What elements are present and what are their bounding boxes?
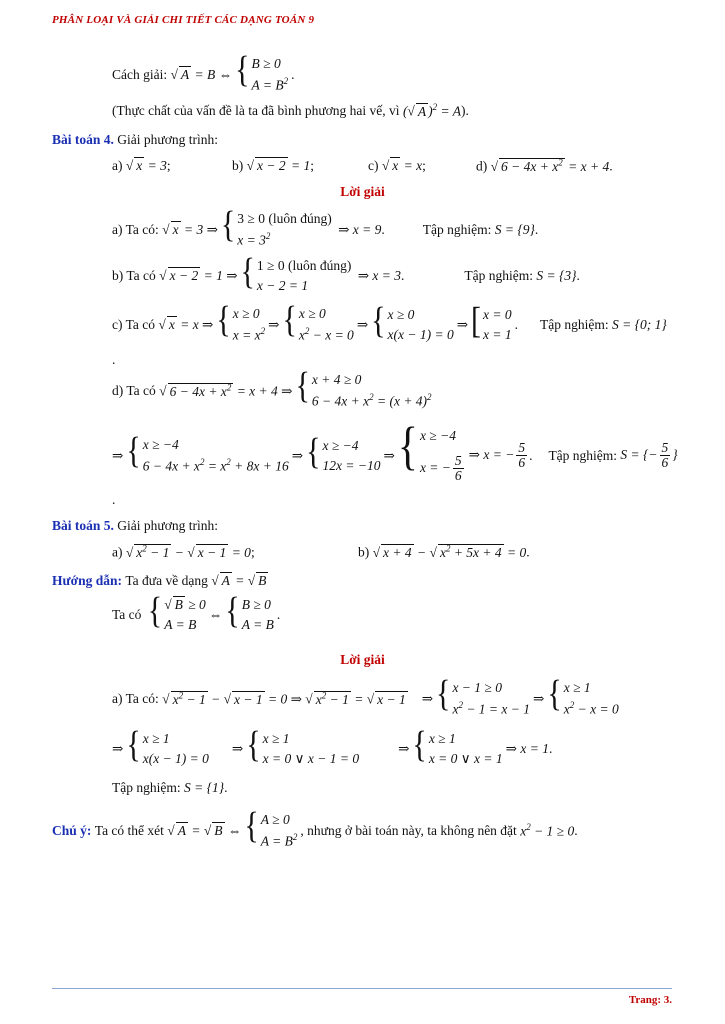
note-remark: Chú ý: Ta có thể xét √ A = √ B ⇔ { A ≥ 0 $A = B^2$ , nhưng ở bài toán này, ta không nên đặt $x^2 - 1 \ge 0$ . (52, 804, 578, 849)
solution-b: b) Ta có √ x − 2 = 1 ⇒ { 1 ≥ 0 (luôn đúng) x − 2 = 1 ⇒ x = 3 . Tập nghiệm: S = {3} . (112, 251, 580, 293)
footer-divider (52, 988, 672, 989)
problem-5-title: Bài toán 5. Giải phương trình: (52, 518, 218, 533)
solution-a: a) Ta có: √ x = 3 ⇒ { 3 ≥ 0 (luôn đúng) $x = 3^2$ ⇒ x = 9 . Tập nghiệm: S = {9} . (112, 203, 539, 248)
solution-5a-2: ⇒ { x ≥ 1 x(x − 1) = 0 ⇒ { x ≥ 1 x = 0 ∨ x − 1 = 0 ⇒ { x ≥ 1 x = 0 ∨ x = 1 ⇒ x = 1 . (112, 724, 553, 766)
note-line: (Thực chất của vấn đề là ta đã bình phương hai vế, vì (√ A )$^2$ = A ). (112, 102, 469, 119)
hint-line: Hướng dẫn: Ta đưa về dạng √ A = √ B (52, 573, 267, 588)
dot-1: . (112, 352, 116, 367)
problem-4-title: Bài toán 4. Giải phương trình: (52, 132, 218, 147)
solution-5a-1: a) Ta có: √ $x^2 - 1$ − √ x − 1 = 0 ⇒ √ $x^2 - 1$ = √ x − 1 ⇒ { x − 1 ≥ 0 $x^2 - 1 = x - 1$ ⇒ { x ≥ 1 $x^2 - x = 0$ (112, 672, 619, 717)
page-header: PHÂN LOẠI VÀ GIẢI CHI TIẾT CÁC DẠNG TOÁN 9 (52, 14, 315, 26)
solution-d-2: ⇒ { x ≥ −4 $6 - 4x + x^2 = x^2 + 8x + 16$ ⇒ { x ≥ −4 12x = −10 ⇒ { x ≥ −4 x = − $\frac{5}{6}$ ⇒ x = − $\frac{5}{6}$ . Tập nghiệm: S = {− $\frac{5}{6}$ } (112, 418, 678, 484)
solution-5a-set: Tập nghiệm: S = {1} . (112, 780, 228, 795)
hint-system: Ta có { √ B ≥ 0 A = B ⇔ { B ≥ 0 A = B . (112, 590, 281, 632)
solution-c: c) Ta có √ x = x ⇒ { x ≥ 0 $x = x^2$ ⇒ { x ≥ 0 $x^2 - x = 0$ ⇒ { x ≥ 0 x(x − 1) = 0 ⇒ [ x = 0 x = 1 . Tập nghiệm: S = {0; 1} (112, 298, 667, 343)
problem-5-items: a) √ $x^2 - 1$ − √ x − 1 = 0; b) √ x + 4 − √ $x^2 + 5x + 4 = 0$. (112, 543, 530, 560)
solution-d-1: d) Ta có √ $6 - 4x + x^2 = x + 4$ ⇒ { x + 4 ≥ 0 $6 - 4x + x^2 = (x + 4)^2$ (112, 364, 432, 409)
solution-heading-1: Lời giải (340, 184, 385, 199)
page-number: Trang: 3. (628, 994, 672, 1006)
solution-heading-2: Lời giải (340, 652, 385, 667)
problem-4-items: a) √ x = 3; b) √ x − 2 = 1; c) √ x = x; d) √ $6 - 4x + x^2 = x + 4$. (112, 157, 613, 174)
dot-2: . (112, 492, 116, 507)
method-line: Cách giải: √ A = B ⇔ { B ≥ 0 $A = B^2$ . (112, 48, 295, 93)
